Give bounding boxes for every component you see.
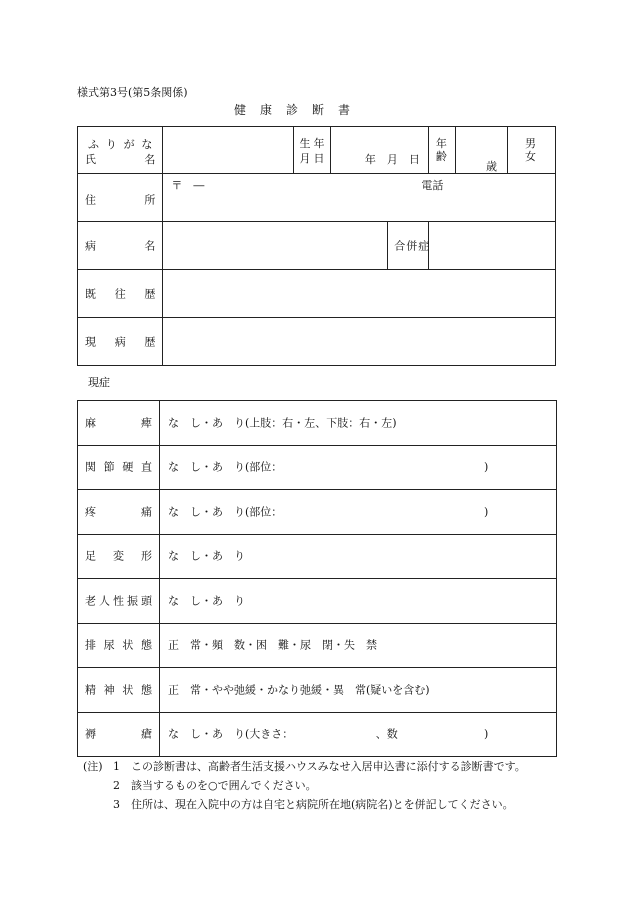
birth-label-top: 生年 <box>299 137 328 150</box>
label-char: 態 <box>140 638 152 652</box>
symptoms-table <box>77 400 557 757</box>
label-char: 形 <box>141 549 152 563</box>
label-char: 節 <box>103 460 115 474</box>
complication-label-cell <box>388 222 429 270</box>
note-3-number: 3 <box>113 798 120 811</box>
name-label-cell <box>78 127 163 174</box>
label-char: 関 <box>85 460 96 474</box>
birth-date-cell[interactable] <box>331 127 429 174</box>
symptom-options[interactable]: な し・あ り(上肢：右・左、下肢：右・左) <box>168 416 397 430</box>
symptom-options[interactable]: な し・あ り(部位： <box>168 460 283 474</box>
note-1-number: 1 <box>113 760 120 773</box>
symptoms-heading: 現症 <box>88 376 110 389</box>
label-char: 疼 <box>85 505 96 519</box>
symptom-label-cell <box>78 668 160 713</box>
birth-label-bottom: 月日 <box>299 152 328 165</box>
symptom-close-paren: ) <box>484 505 489 519</box>
symptom-label <box>85 595 152 606</box>
symptom-label-cell <box>78 490 160 535</box>
label-char: 歴 <box>144 287 156 300</box>
symptom-options[interactable]: 正 常・頻 数・困 難・尿 閉・失 禁 <box>168 638 377 652</box>
label-char: 歴 <box>144 335 156 348</box>
present-history-label-cell <box>78 318 163 366</box>
label-char: 所 <box>144 193 156 207</box>
sex-male[interactable]: 男 <box>525 137 537 150</box>
label-char: 態 <box>140 683 152 697</box>
notes-prefix: (注) <box>83 760 103 773</box>
symptom-row <box>78 712 557 757</box>
sex-female[interactable]: 女 <box>525 150 537 163</box>
symptom-options[interactable]: な し・あ り <box>168 594 245 608</box>
symptom-options[interactable]: な し・あ り(大きさ： 、数 <box>168 727 398 741</box>
symptom-options[interactable]: な し・あ り(部位： <box>168 505 283 519</box>
label-char: 瘡 <box>141 727 152 741</box>
label-char: 精 <box>85 683 96 697</box>
label-char: 病 <box>114 335 126 348</box>
address-label-cell <box>78 174 163 222</box>
symptom-row <box>78 490 557 535</box>
symptom-label <box>85 506 152 517</box>
label-char: 頭 <box>141 594 152 608</box>
symptom-row <box>78 445 557 490</box>
symptom-label <box>85 551 152 562</box>
label-char: 排 <box>85 638 96 652</box>
symptom-value-cell[interactable] <box>160 534 557 579</box>
label-char: 麻 <box>85 416 96 430</box>
symptom-row <box>78 401 557 446</box>
symptom-label-cell <box>78 623 160 668</box>
disease-label <box>85 240 155 251</box>
age-label-top: 年 <box>435 137 447 150</box>
label-char: 痛 <box>141 505 152 519</box>
age-value-cell[interactable] <box>455 127 507 174</box>
symptom-close-paren: ) <box>484 460 489 474</box>
label-char: 往 <box>114 287 126 300</box>
note-1-text: この診断書は、高齢者生活支援ハウスみなせ入居申込書に添付する診断書です。 <box>131 760 526 773</box>
disease-row <box>78 222 556 270</box>
form-number: 様式第3号(第5条関係) <box>77 86 188 99</box>
label-char: 硬 <box>122 460 134 474</box>
age-label-cell <box>428 127 455 174</box>
label-char: 直 <box>140 460 152 474</box>
note-3-text: 住所は、現在入院中の方は自宅と病院所在地(病院名)とを併記してください。 <box>131 798 514 811</box>
symptom-row <box>78 534 557 579</box>
label-char: ふ <box>88 138 99 151</box>
label-char: 振 <box>127 594 138 608</box>
symptom-label-cell <box>78 401 160 446</box>
age-label-bottom: 齢 <box>435 150 447 163</box>
past-history-label-cell <box>78 270 163 318</box>
label-char: 病 <box>85 239 96 252</box>
label-char: 性 <box>113 594 124 608</box>
label-char: 痺 <box>141 416 152 430</box>
symptom-label-cell <box>78 579 160 624</box>
name-row <box>78 127 556 174</box>
symptom-value-cell[interactable] <box>160 668 557 713</box>
symptom-label <box>85 462 152 473</box>
symptom-row <box>78 668 557 713</box>
birth-date-format: 年 月 日 <box>364 153 420 166</box>
label-char: り <box>105 138 117 151</box>
document-title: 健 康 診 断 書 <box>234 103 352 117</box>
label-char: 氏 <box>85 153 96 166</box>
label-char: 住 <box>85 193 96 207</box>
furigana-label <box>88 139 152 150</box>
label-char: 現 <box>85 335 96 348</box>
symptom-label <box>85 640 152 651</box>
patient-info-table <box>77 126 556 366</box>
label-char: 尿 <box>103 638 115 652</box>
label-char: 老 <box>85 594 96 608</box>
address-value-cell[interactable] <box>163 174 556 222</box>
label-char: 人 <box>99 594 110 608</box>
symptom-label-cell <box>78 534 160 579</box>
symptom-value-cell[interactable] <box>160 401 557 446</box>
label-char: 変 <box>113 549 124 563</box>
past-history-label <box>85 288 155 299</box>
past-history-row <box>78 270 556 318</box>
label-char: 状 <box>122 683 134 697</box>
symptom-close-paren: ) <box>484 727 489 741</box>
past-history-value-cell[interactable] <box>163 270 556 318</box>
birth-label-cell <box>293 127 330 174</box>
name-value-cell[interactable] <box>163 127 293 174</box>
symptom-row <box>78 579 557 624</box>
symptom-options[interactable]: な し・あ り <box>168 549 245 563</box>
postal-mark: 〒 ― <box>171 179 205 192</box>
present-history-label <box>85 336 155 347</box>
address-row <box>78 174 556 222</box>
disease-label-cell <box>78 222 163 270</box>
complication-label: 合併症 <box>394 239 431 252</box>
symptom-value-cell[interactable] <box>160 445 557 490</box>
symptom-options[interactable]: 正 常・やや弛緩・かなり弛緩・異 常(疑いを含む) <box>168 683 430 697</box>
label-char: 名 <box>144 239 156 252</box>
symptom-row <box>78 623 557 668</box>
label-char: 名 <box>144 153 156 166</box>
present-history-value-cell[interactable] <box>163 318 556 366</box>
label-char: 足 <box>85 549 96 563</box>
label-char: 神 <box>103 683 115 697</box>
symptom-label <box>85 684 152 695</box>
disease-value-cell[interactable] <box>163 222 388 270</box>
phone-label: 電話 <box>421 179 444 192</box>
label-char: な <box>141 138 153 151</box>
label-char: 状 <box>122 638 134 652</box>
symptom-label-cell <box>78 445 160 490</box>
note-2-number: 2 <box>113 779 120 792</box>
present-history-row <box>78 318 556 366</box>
symptom-value-cell[interactable] <box>160 623 557 668</box>
age-unit: 歳 <box>486 160 498 173</box>
name-label-split <box>85 154 155 165</box>
label-char: 既 <box>85 287 96 300</box>
sex-cell[interactable] <box>508 127 556 174</box>
symptom-label <box>85 729 152 740</box>
symptom-value-cell[interactable] <box>160 490 557 535</box>
symptom-value-cell[interactable] <box>160 579 557 624</box>
symptom-label-cell <box>78 712 160 757</box>
label-char: が <box>123 138 135 151</box>
note-2-text: 該当するものを○で囲んでください。 <box>131 779 317 792</box>
symptom-label <box>85 417 152 428</box>
label-char: 褥 <box>85 727 96 741</box>
address-label <box>85 194 155 205</box>
complication-value-cell[interactable] <box>428 222 555 270</box>
symptom-value-cell[interactable] <box>160 712 557 757</box>
